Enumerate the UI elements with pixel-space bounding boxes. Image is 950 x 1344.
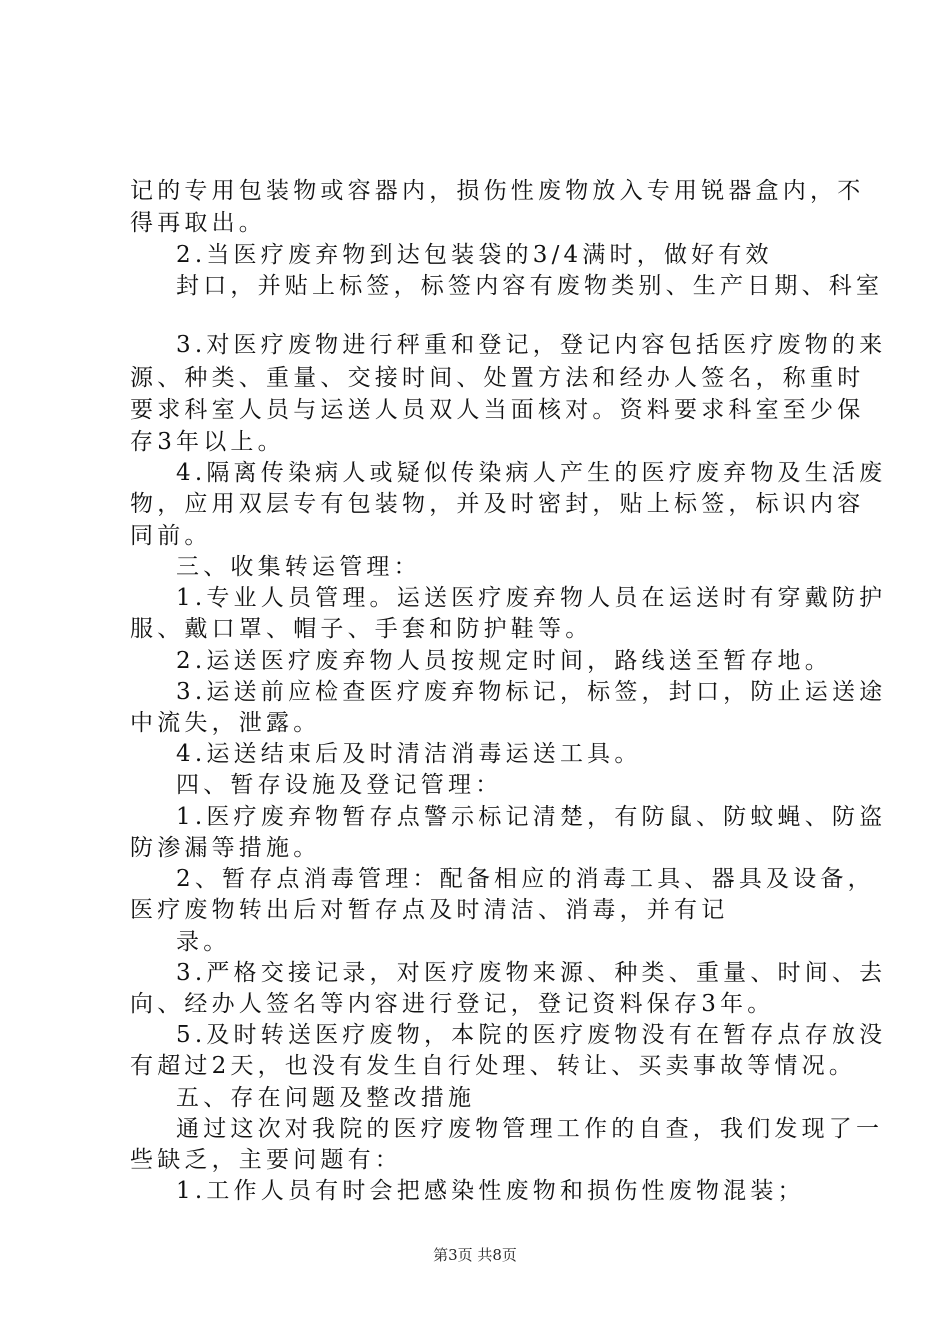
- body-line: 得再取出。: [130, 210, 266, 236]
- body-line: 4.运送结束后及时清洁消毒运送工具。: [176, 741, 642, 767]
- body-line: 封口，并贴上标签，标签内容有废物类别、生产日期、科室: [176, 273, 884, 299]
- page-footer: 第3页 共8页: [433, 1246, 517, 1264]
- body-line: 1.专业人员管理。运送医疗废弃物人员在运送时有穿戴防护: [176, 585, 887, 611]
- section-heading: 五、存在问题及整改措施: [176, 1085, 476, 1111]
- body-line: 存3年以上。: [130, 429, 285, 455]
- body-line: 录。: [176, 929, 231, 955]
- body-line: 物，应用双层专有包装物，并及时密封，贴上标签，标识内容: [130, 491, 865, 517]
- body-line: 医疗废物转出后对暂存点及时清洁、消毒，并有记: [130, 897, 729, 923]
- body-line: 向、经办人签名等内容进行登记，登记资料保存3年。: [130, 991, 775, 1017]
- body-line: 源、种类、重量、交接时间、处置方法和经办人签名，称重时: [130, 365, 865, 391]
- body-line: 3.严格交接记录，对医疗废物来源、种类、重量、时间、去: [176, 960, 887, 986]
- body-line: 同前。: [130, 523, 212, 549]
- body-line: 3.运送前应检查医疗废弃物标记，标签，封口，防止运送途: [176, 679, 887, 705]
- body-line: 1.医疗废弃物暂存点警示标记清楚，有防鼠、防蚊蝇、防盗: [176, 804, 887, 830]
- body-line: 2.当医疗废弃物到达包装袋的3/4满时，做好有效: [176, 242, 773, 268]
- section-heading: 三、收集转运管理：: [176, 554, 421, 580]
- body-line: 5.及时转送医疗废物，本院的医疗废物没有在暂存点存放没: [176, 1022, 887, 1048]
- body-line: 服、戴口罩、帽子、手套和防护鞋等。: [130, 616, 593, 642]
- body-line: 记的专用包装物或容器内，损伤性废物放入专用锐器盒内，不: [130, 178, 865, 204]
- body-line: 有超过2天，也没有发生自行处理、转让、买卖事故等情况。: [130, 1053, 857, 1079]
- body-line: 通过这次对我院的医疗废物管理工作的自查，我们发现了一: [176, 1116, 884, 1142]
- body-line: 要求科室人员与运送人员双人当面核对。资料要求科室至少保: [130, 397, 865, 423]
- body-line: 2.运送医疗废弃物人员按规定时间，路线送至暂存地。: [176, 648, 832, 674]
- section-heading: 四、暂存设施及登记管理：: [176, 772, 503, 798]
- body-line: 防渗漏等措施。: [130, 835, 321, 861]
- body-line: 4.隔离传染病人或疑似传染病人产生的医疗废弃物及生活废: [176, 460, 887, 486]
- body-line: 些缺乏，主要问题有：: [130, 1147, 402, 1173]
- body-line: 3.对医疗废物进行秤重和登记，登记内容包括医疗废物的来: [176, 332, 887, 358]
- body-line: 1.工作人员有时会把感染性废物和损伤性废物混装；: [176, 1178, 805, 1204]
- body-line: 2、暂存点消毒管理：配备相应的消毒工具、器具及设备，: [176, 866, 875, 892]
- body-line: 中流失，泄露。: [130, 710, 321, 736]
